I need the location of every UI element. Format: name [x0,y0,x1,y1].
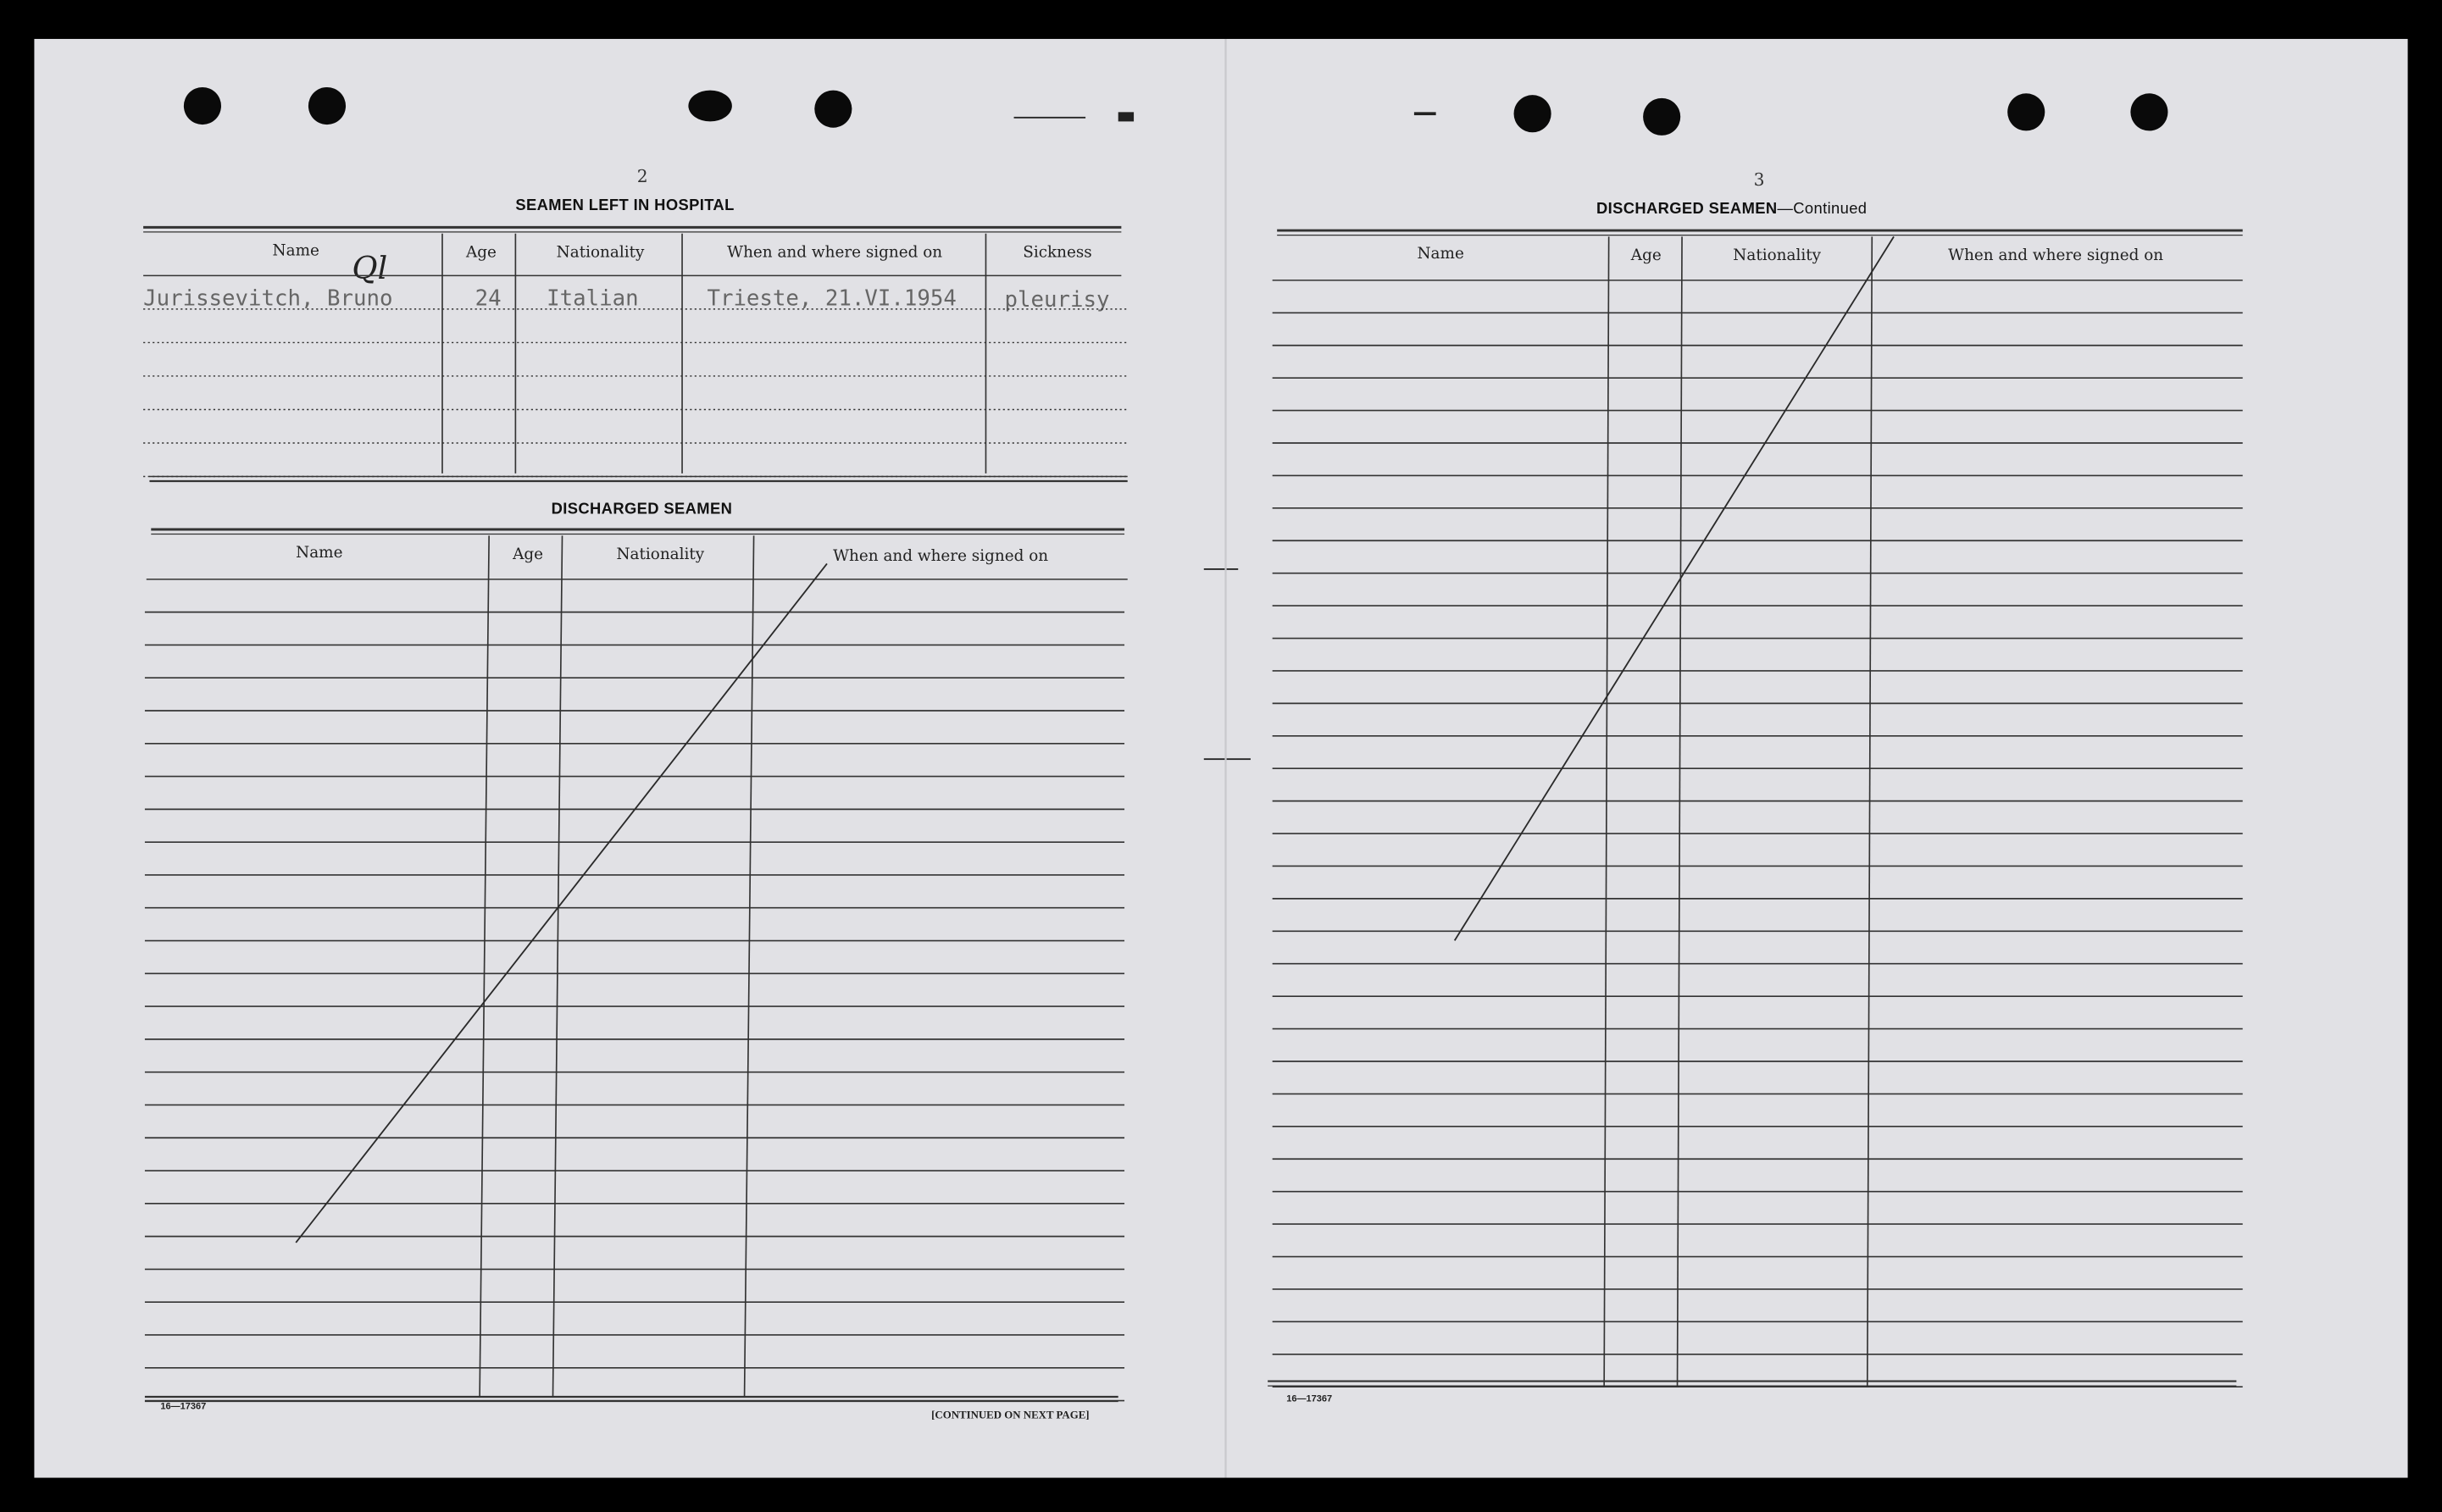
right-name-header: Name [1417,246,1464,263]
page-number-left: 2 [636,166,648,187]
continued-note: [CONTINUED ON NEXT PAGE] [931,1409,1090,1422]
column-divider [1868,236,1873,1387]
hospital-name-header: Name [272,242,319,260]
right-age-header: Age [1630,247,1662,265]
column-divider [552,535,562,1397]
hospital-sickness-header: Sickness [1023,244,1092,262]
column-divider [745,535,754,1397]
hospital-age-header: Age [465,244,497,262]
hospital-signed-on-header: When and where signed on [727,244,943,262]
cancel-stroke [1455,236,1894,940]
discharged-section-title: DISCHARGED SEAMEN [551,501,733,519]
discharged-signed-on-header: When and where signed on [833,548,1049,566]
hospital-row-signed-on: Trieste, 21.VI.1954 [707,286,957,312]
hospital-section-title: SEAMEN LEFT IN HOSPITAL [515,197,735,215]
right-nationality-header: Nationality [1733,247,1822,265]
discharged-nationality-header: Nationality [616,546,705,564]
form-number-right: 16—17367 [1286,1395,1333,1405]
hospital-row-sickness: pleurisy [1004,288,1110,313]
hospital-nationality-header: Nationality [556,244,645,262]
page-number-right: 3 [1753,169,1765,191]
discharged-name-header: Name [296,545,343,562]
column-divider [1678,236,1683,1387]
form-number-left: 16—17367 [160,1403,207,1413]
right-signed-on-header: When and where signed on [1948,247,2164,265]
right-section-title-main: DISCHARGED SEAMEN [1596,201,1778,219]
right-section-title-continued: —Continued [1777,201,1868,219]
column-divider [480,535,489,1397]
hospital-row-name: Jurissevitch, Bruno [143,286,393,312]
hospital-row-age: 24 [475,286,502,312]
column-divider [1604,236,1609,1387]
discharged-age-header: Age [513,546,544,564]
hospital-row-nationality: Italian [547,286,639,312]
handwritten-mark: Ql [352,249,388,287]
